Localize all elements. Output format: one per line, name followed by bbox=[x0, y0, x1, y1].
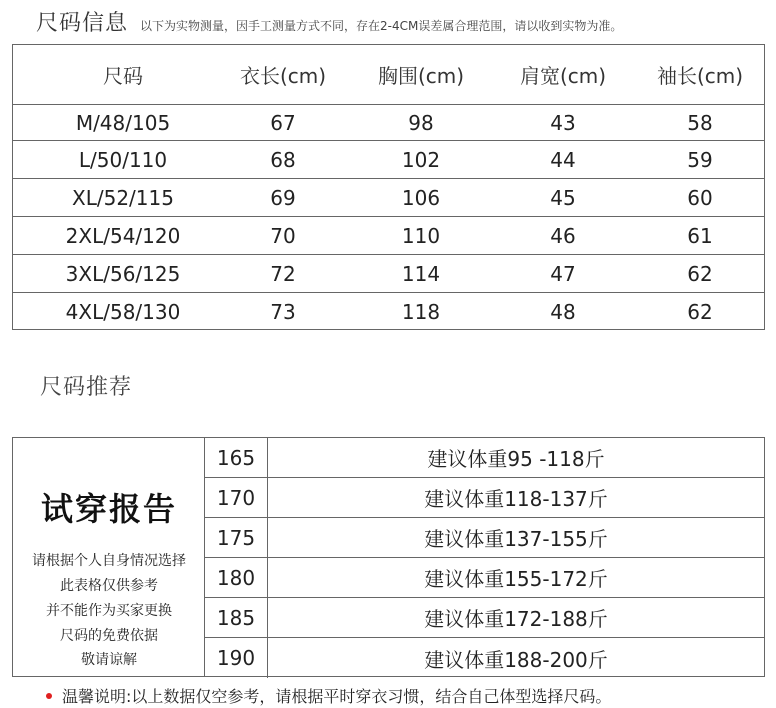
table-cell: 61 bbox=[687, 223, 713, 248]
table-cell: 48 bbox=[550, 300, 576, 324]
size-table-row bbox=[13, 141, 764, 179]
recommend-row bbox=[205, 558, 764, 598]
height-cell: 190 bbox=[205, 638, 268, 678]
column-header: 胸围(cm) bbox=[377, 64, 465, 88]
column-header: 尺码 bbox=[103, 64, 143, 88]
recommend-row bbox=[205, 438, 764, 478]
height-cell: 170 bbox=[205, 478, 268, 517]
table-cell: 62 bbox=[687, 261, 713, 286]
bullet-dot-icon bbox=[46, 693, 52, 699]
report-line: 尺码的免费依据 bbox=[60, 628, 158, 644]
weight-cell: 建议体重188-200斤 bbox=[424, 647, 608, 672]
report-line: 敬请谅解 bbox=[81, 652, 137, 668]
table-cell: 70 bbox=[270, 223, 296, 248]
column-header: 衣长(cm) bbox=[239, 64, 327, 88]
table-cell: 43 bbox=[550, 110, 576, 135]
footer-text: 温馨说明:以上数据仅空参考，请根据平时穿衣习惯，结合自己体型选择尺码。 bbox=[62, 687, 612, 706]
measurement-note: 以下为实物测量，因手工测量方式不同，存在2-4CM误差属合理范围，请以收到实物为准。 bbox=[140, 19, 623, 33]
size-table-header-row bbox=[13, 45, 764, 105]
size-table-row bbox=[13, 105, 764, 141]
table-cell: XL/52/115 bbox=[72, 185, 174, 210]
table-cell: 69 bbox=[270, 185, 296, 210]
weight-cell: 建议体重137-155斤 bbox=[424, 527, 608, 551]
column-header: 袖长(cm) bbox=[656, 64, 744, 88]
recommend-row bbox=[205, 518, 764, 558]
height-cell: 175 bbox=[205, 518, 268, 557]
table-cell: 73 bbox=[270, 300, 296, 324]
recommend-row bbox=[205, 598, 764, 638]
table-cell: L/50/110 bbox=[78, 147, 168, 172]
weight-cell: 建议体重155-172斤 bbox=[424, 567, 608, 591]
footer-note bbox=[46, 684, 611, 707]
table-cell: 106 bbox=[401, 185, 441, 210]
report-line: 此表格仅供参考 bbox=[60, 578, 158, 594]
size-table-row bbox=[13, 293, 764, 331]
height-cell: 165 bbox=[205, 438, 268, 477]
size-table-row bbox=[13, 217, 764, 255]
size-info-header bbox=[36, 6, 622, 37]
weight-cell: 建议体重172-188斤 bbox=[424, 607, 608, 631]
table-cell: 62 bbox=[687, 300, 713, 324]
table-cell: 47 bbox=[550, 261, 576, 286]
size-table bbox=[12, 44, 765, 330]
height-cell: 180 bbox=[205, 558, 268, 597]
table-cell: 67 bbox=[270, 110, 296, 135]
table-cell: 102 bbox=[401, 147, 441, 172]
table-cell: 3XL/56/125 bbox=[65, 261, 181, 286]
weight-cell: 建议体重118-137斤 bbox=[424, 487, 608, 511]
table-cell: 44 bbox=[550, 147, 576, 172]
table-cell: 2XL/54/120 bbox=[65, 223, 181, 248]
fitting-report-panel bbox=[13, 438, 205, 676]
report-line: 并不能作为买家更换 bbox=[46, 603, 172, 619]
table-cell: 98 bbox=[408, 110, 434, 135]
recommend-title: 尺码推荐 bbox=[40, 375, 133, 400]
table-cell: 45 bbox=[550, 185, 576, 210]
table-cell: 58 bbox=[687, 110, 713, 135]
table-cell: 110 bbox=[401, 223, 441, 248]
table-cell: M/48/105 bbox=[75, 110, 171, 135]
table-cell: 68 bbox=[270, 147, 296, 172]
recommend-table bbox=[12, 437, 765, 677]
table-cell: 59 bbox=[687, 147, 713, 172]
recommend-row bbox=[205, 638, 764, 678]
size-table-row bbox=[13, 255, 764, 293]
report-line: 请根据个人自身情况选择 bbox=[32, 553, 186, 569]
weight-cell: 建议体重95 -118斤 bbox=[427, 447, 605, 471]
table-cell: 46 bbox=[550, 223, 576, 248]
table-cell: 60 bbox=[687, 185, 713, 210]
table-cell: 114 bbox=[401, 261, 441, 286]
table-cell: 118 bbox=[401, 300, 441, 324]
recommend-rows bbox=[205, 438, 764, 676]
size-table-row bbox=[13, 179, 764, 217]
recommend-row bbox=[205, 478, 764, 518]
table-cell: 4XL/58/130 bbox=[65, 300, 181, 324]
table-cell: 72 bbox=[270, 261, 296, 286]
fitting-report-title: 试穿报告 bbox=[40, 490, 177, 528]
height-cell: 185 bbox=[205, 598, 268, 637]
column-header: 肩宽(cm) bbox=[519, 64, 607, 88]
size-info-title: 尺码信息 bbox=[36, 11, 129, 36]
